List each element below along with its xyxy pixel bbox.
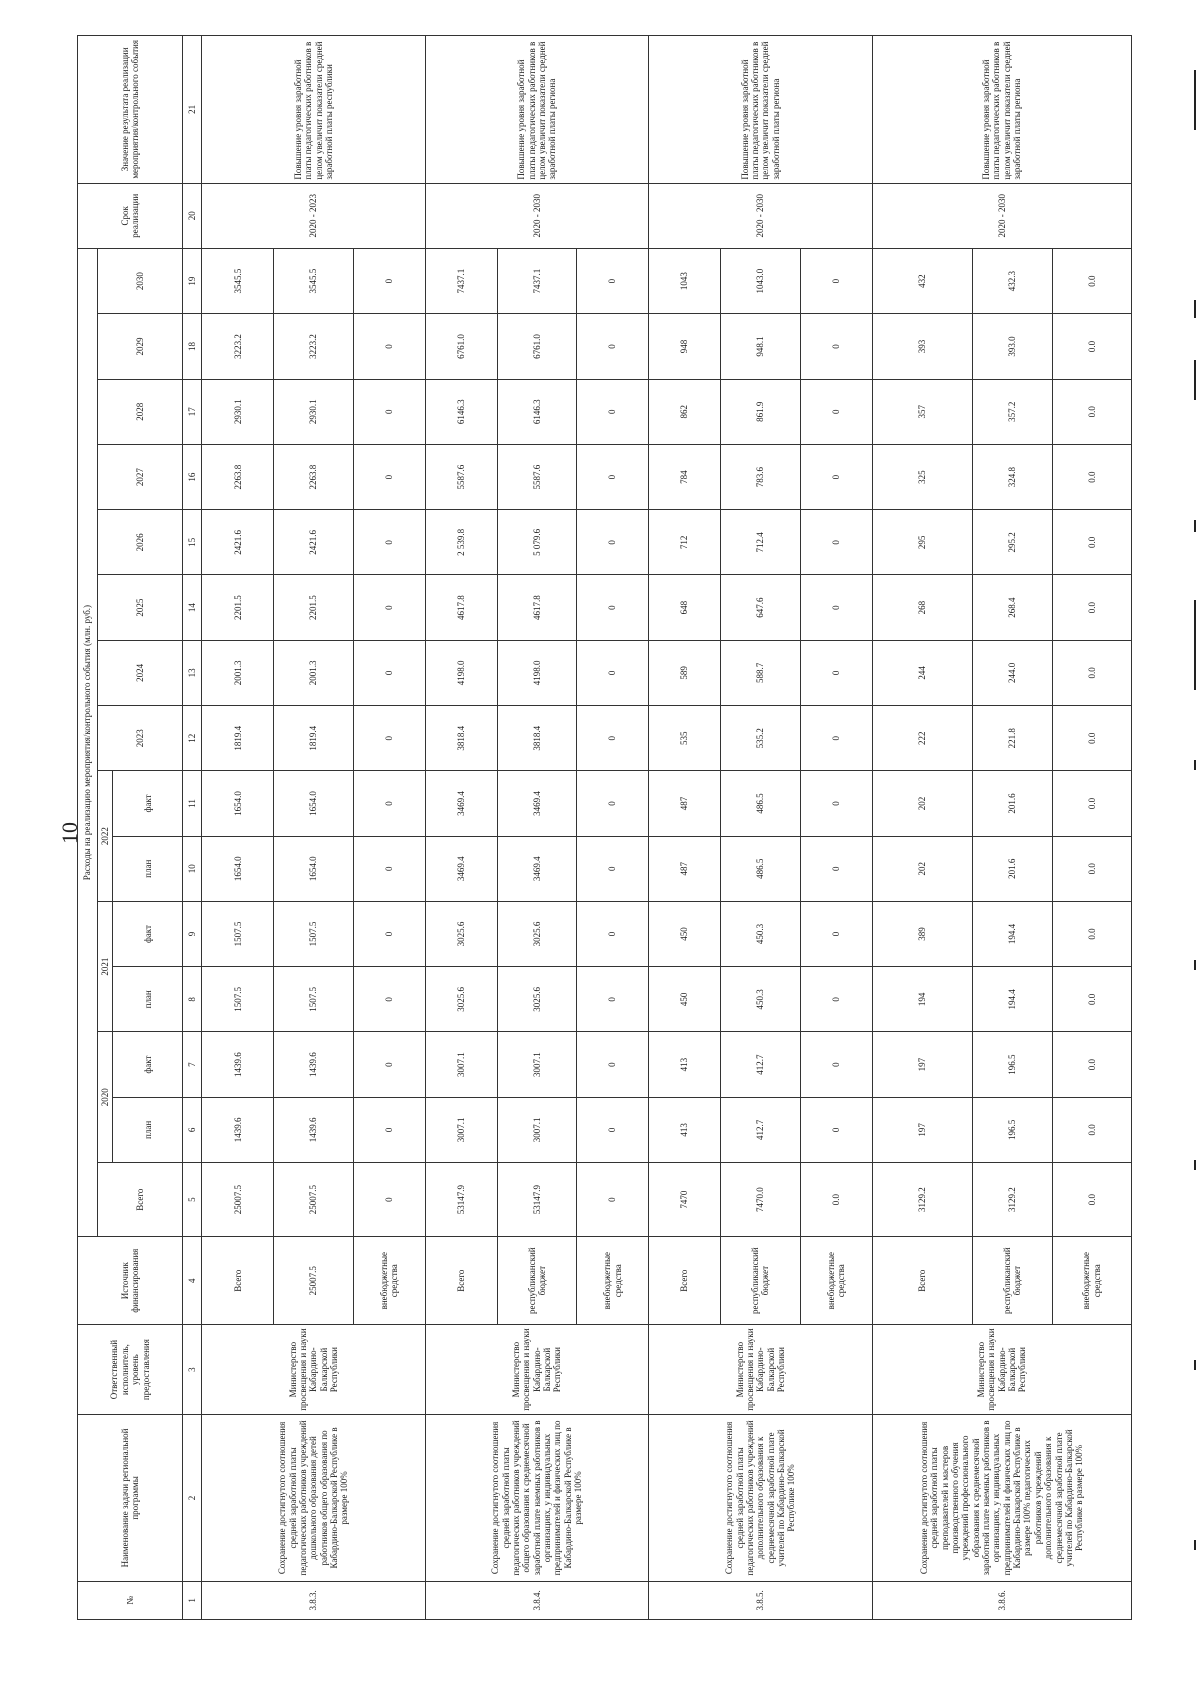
column-number-cell: 19 xyxy=(183,248,202,313)
value-cell: 194 xyxy=(872,967,973,1032)
value-cell: 3223.2 xyxy=(274,314,353,379)
value-cell: 0 xyxy=(577,1097,649,1162)
column-number-cell: 8 xyxy=(183,967,202,1032)
year-2026-header: 2026 xyxy=(98,510,183,575)
source-cell: Всего xyxy=(649,1237,721,1325)
value-cell: 3129.2 xyxy=(973,1163,1052,1237)
value-cell: 2421.6 xyxy=(274,510,353,575)
task-cell: Сохранение достигнутого соотношения средней заработной платы преподавателей и мастеров производственного обучения учреждений профессионального образования к среднемесячной заработной плате наемных работников в организациях, у индивидуальных предпринимателей и физических лиц по Кабардино-Балкарской Республике в размере 100% педагогических работников учреждений дополнительного образования к среднемесячной заработной плате учителей по Кабардино-Балкарской Республике в размере 100% xyxy=(872,1415,1131,1582)
plan-2021-header: план xyxy=(113,967,183,1032)
value-cell: 948.1 xyxy=(721,314,800,379)
task-cell: Сохранение достигнутого соотношения средней заработной платы педагогических работников учреждений дошкольного образования детей работников общего образования по Кабардино-Балкарской Республике в размере 100% xyxy=(202,1415,425,1582)
value-cell: 2001.3 xyxy=(274,640,353,705)
value-cell: 5587.6 xyxy=(497,444,576,509)
value-cell: 0 xyxy=(800,836,872,901)
value-cell: 194.4 xyxy=(973,967,1052,1032)
column-number-cell: 16 xyxy=(183,444,202,509)
col-task-header: Наименование задачи региональной программы xyxy=(78,1415,183,1582)
value-cell: 3469.4 xyxy=(497,836,576,901)
page-number: 10 xyxy=(57,822,82,844)
value-cell: 0.0 xyxy=(1052,836,1131,901)
value-cell: 3469.4 xyxy=(425,771,497,836)
value-cell: 432 xyxy=(872,248,973,313)
value-cell: 393.0 xyxy=(973,314,1052,379)
value-cell: 4198.0 xyxy=(425,640,497,705)
value-cell: 3007.1 xyxy=(497,1097,576,1162)
value-cell: 2 539.8 xyxy=(425,510,497,575)
value-cell: 487 xyxy=(649,836,721,901)
term-cell: 2020 - 2023 xyxy=(202,183,425,248)
value-cell: 3007.1 xyxy=(497,1032,576,1097)
value-cell: 268.4 xyxy=(973,575,1052,640)
value-cell: 222 xyxy=(872,706,973,771)
table-row xyxy=(872,36,973,1620)
year-2027-header: 2027 xyxy=(98,444,183,509)
value-cell: 0 xyxy=(577,771,649,836)
col-executor-header: Ответственный исполнитель, уровень предоставления xyxy=(78,1325,183,1415)
value-cell: 3007.1 xyxy=(425,1097,497,1162)
value-cell: 324.8 xyxy=(973,444,1052,509)
value-cell: 0 xyxy=(577,314,649,379)
row-number-cell: 3.8.6. xyxy=(872,1581,1131,1619)
value-cell: 0 xyxy=(353,771,425,836)
value-cell: 0 xyxy=(800,379,872,444)
result-cell: Повышение уровня заработной платы педагогических работников в целом увеличит показатели средней заработной платы региона xyxy=(872,36,1131,184)
value-cell: 0 xyxy=(800,1032,872,1097)
value-cell: 648 xyxy=(649,575,721,640)
term-cell: 2020 - 2030 xyxy=(872,183,1131,248)
value-cell: 4617.8 xyxy=(497,575,576,640)
value-cell: 295 xyxy=(872,510,973,575)
value-cell: 412.7 xyxy=(721,1032,800,1097)
value-cell: 412.7 xyxy=(721,1097,800,1162)
value-cell: 53147.9 xyxy=(497,1163,576,1237)
year-2024-header: 2024 xyxy=(98,640,183,705)
value-cell: 0 xyxy=(800,1097,872,1162)
value-cell: 0 xyxy=(800,314,872,379)
value-cell: 0 xyxy=(353,901,425,966)
table-body xyxy=(202,36,1132,1620)
value-cell: 196.5 xyxy=(973,1097,1052,1162)
column-number-cell: 18 xyxy=(183,314,202,379)
column-number-cell: 15 xyxy=(183,510,202,575)
value-cell: 2930.1 xyxy=(202,379,274,444)
value-cell: 0.0 xyxy=(1052,640,1131,705)
fact-2020-header: факт xyxy=(113,1032,183,1097)
value-cell: 0.0 xyxy=(1052,379,1131,444)
value-cell: 0 xyxy=(577,836,649,901)
source-cell: республиканский бюджет xyxy=(721,1237,800,1325)
value-cell: 0 xyxy=(800,640,872,705)
value-cell: 0.0 xyxy=(1052,771,1131,836)
value-cell: 7437.1 xyxy=(497,248,576,313)
value-cell: 1507.5 xyxy=(274,901,353,966)
year-2021-header: 2021 xyxy=(98,901,113,1032)
fact-2021-header: факт xyxy=(113,901,183,966)
value-cell: 7470 xyxy=(649,1163,721,1237)
value-cell: 948 xyxy=(649,314,721,379)
value-cell: 487 xyxy=(649,771,721,836)
value-cell: 1507.5 xyxy=(274,967,353,1032)
value-cell: 268 xyxy=(872,575,973,640)
executor-cell: Министерство просвещения и науки Кабардино-Балкарской Республики xyxy=(649,1325,872,1415)
value-cell: 589 xyxy=(649,640,721,705)
value-cell: 0 xyxy=(353,1097,425,1162)
value-cell: 450 xyxy=(649,967,721,1032)
value-cell: 7437.1 xyxy=(425,248,497,313)
result-cell: Повышение уровня заработной платы педагогических работников в целом увеличит показатели средней заработной платы региона xyxy=(425,36,648,184)
value-cell: 1439.6 xyxy=(202,1032,274,1097)
value-cell: 221.8 xyxy=(973,706,1052,771)
value-cell: 0.0 xyxy=(1052,901,1131,966)
column-number-cell: 11 xyxy=(183,771,202,836)
value-cell: 0.0 xyxy=(1052,444,1131,509)
value-cell: 2201.5 xyxy=(202,575,274,640)
value-cell: 3025.6 xyxy=(425,967,497,1032)
value-cell: 1654.0 xyxy=(202,836,274,901)
value-cell: 357.2 xyxy=(973,379,1052,444)
value-cell: 0 xyxy=(353,1032,425,1097)
value-cell: 0.0 xyxy=(1052,575,1131,640)
program-table xyxy=(77,35,1132,1620)
executor-cell: Министерство просвещения и науки Кабардино-Балкарской Республики xyxy=(202,1325,425,1415)
value-cell: 0.0 xyxy=(1052,1097,1131,1162)
value-cell: 0 xyxy=(800,901,872,966)
value-cell: 3545.5 xyxy=(202,248,274,313)
task-cell: Сохранение достигнутого соотношения средней заработной платы педагогических работников учреждений общего образования к среднемесячной заработной плате наемных работников в организациях, у индивидуальных предпринимателей и физических лиц по Кабардино-Балкарской Республике в размере 100% xyxy=(425,1415,648,1582)
value-cell: 197 xyxy=(872,1032,973,1097)
column-number-cell: 7 xyxy=(183,1032,202,1097)
expenses-header: Расходы на реализацию мероприятия/контрольного события (млн. руб.) xyxy=(78,248,98,1236)
source-cell: внебюджетные средства xyxy=(353,1237,425,1325)
scan-edge-marks xyxy=(1186,0,1200,1697)
value-cell: 450.3 xyxy=(721,901,800,966)
col-source-header: Источник финансирования xyxy=(78,1237,183,1325)
value-cell: 1043 xyxy=(649,248,721,313)
value-cell: 712 xyxy=(649,510,721,575)
value-cell: 7470.0 xyxy=(721,1163,800,1237)
value-cell: 0.0 xyxy=(1052,1032,1131,1097)
value-cell: 1043.0 xyxy=(721,248,800,313)
value-cell: 5587.6 xyxy=(425,444,497,509)
value-cell: 1654.0 xyxy=(274,836,353,901)
value-cell: 0.0 xyxy=(1052,248,1131,313)
value-cell: 413 xyxy=(649,1032,721,1097)
source-cell: внебюджетные средства xyxy=(800,1237,872,1325)
value-cell: 357 xyxy=(872,379,973,444)
value-cell: 1439.6 xyxy=(274,1032,353,1097)
year-2029-header: 2029 xyxy=(98,314,183,379)
value-cell: 0 xyxy=(353,967,425,1032)
year-2022-header: 2022 xyxy=(98,771,113,902)
value-cell: 783.6 xyxy=(721,444,800,509)
value-cell: 3545.5 xyxy=(274,248,353,313)
value-cell: 0.0 xyxy=(1052,706,1131,771)
year-2030-header: 2030 xyxy=(98,248,183,313)
term-cell: 2020 - 2030 xyxy=(425,183,648,248)
rotated-table-container xyxy=(77,35,1132,1620)
value-cell: 3025.6 xyxy=(497,901,576,966)
executor-cell: Министерство просвещения и науки Кабардино-Балкарской Республики xyxy=(872,1325,1131,1415)
value-cell: 0 xyxy=(800,706,872,771)
value-cell: 0 xyxy=(353,248,425,313)
value-cell: 3025.6 xyxy=(497,967,576,1032)
row-number-cell: 3.8.4. xyxy=(425,1581,648,1619)
executor-cell: Министерство просвещения и науки Кабардино-Балкарской Республики xyxy=(425,1325,648,1415)
year-2025-header: 2025 xyxy=(98,575,183,640)
value-cell: 0 xyxy=(800,444,872,509)
value-cell: 1654.0 xyxy=(274,771,353,836)
value-cell: 0.0 xyxy=(1052,510,1131,575)
value-cell: 2263.8 xyxy=(202,444,274,509)
value-cell: 712.4 xyxy=(721,510,800,575)
table-row xyxy=(425,36,497,1620)
value-cell: 3129.2 xyxy=(872,1163,973,1237)
value-cell: 3818.4 xyxy=(425,706,497,771)
value-cell: 0 xyxy=(353,314,425,379)
plan-2022-header: план xyxy=(113,836,183,901)
column-number-cell: 9 xyxy=(183,901,202,966)
table-row xyxy=(649,36,721,1620)
value-cell: 862 xyxy=(649,379,721,444)
value-cell: 0 xyxy=(353,1163,425,1237)
column-number-cell: 1 xyxy=(183,1581,202,1619)
value-cell: 0 xyxy=(800,771,872,836)
source-cell: Всего xyxy=(425,1237,497,1325)
value-cell: 486.5 xyxy=(721,836,800,901)
table-row xyxy=(202,36,274,1620)
year-2023-header: 2023 xyxy=(98,706,183,771)
column-number-cell: 17 xyxy=(183,379,202,444)
value-cell: 0 xyxy=(353,379,425,444)
value-cell: 1439.6 xyxy=(274,1097,353,1162)
value-cell: 2930.1 xyxy=(274,379,353,444)
source-cell: внебюджетные средства xyxy=(577,1237,649,1325)
value-cell: 1819.4 xyxy=(202,706,274,771)
value-cell: 0 xyxy=(577,1163,649,1237)
column-number-cell: 10 xyxy=(183,836,202,901)
value-cell: 0 xyxy=(800,510,872,575)
value-cell: 0 xyxy=(353,575,425,640)
value-cell: 0 xyxy=(577,379,649,444)
col-result-header: Значение результата реализации мероприятия/контрольного события xyxy=(78,36,183,184)
value-cell: 25007.5 xyxy=(202,1163,274,1237)
value-cell: 5 079.6 xyxy=(497,510,576,575)
value-cell: 3025.6 xyxy=(425,901,497,966)
value-cell: 0 xyxy=(577,444,649,509)
value-cell: 2201.5 xyxy=(274,575,353,640)
source-cell: 25007.5 xyxy=(274,1237,353,1325)
value-cell: 0 xyxy=(577,706,649,771)
value-cell: 389 xyxy=(872,901,973,966)
year-2020-header: 2020 xyxy=(98,1032,113,1163)
value-cell: 25007.5 xyxy=(274,1163,353,1237)
row-number-cell: 3.8.3. xyxy=(202,1581,425,1619)
value-cell: 0 xyxy=(353,836,425,901)
value-cell: 6761.0 xyxy=(497,314,576,379)
row-number-cell: 3.8.5. xyxy=(649,1581,872,1619)
term-cell: 2020 - 2030 xyxy=(649,183,872,248)
column-number-cell: 2 xyxy=(183,1415,202,1582)
value-cell: 0 xyxy=(577,640,649,705)
column-number-cell: 14 xyxy=(183,575,202,640)
column-number-cell: 20 xyxy=(183,183,202,248)
value-cell: 4617.8 xyxy=(425,575,497,640)
value-cell: 53147.9 xyxy=(425,1163,497,1237)
value-cell: 0.0 xyxy=(800,1163,872,1237)
value-cell: 2421.6 xyxy=(202,510,274,575)
value-cell: 0 xyxy=(800,575,872,640)
value-cell: 0 xyxy=(353,510,425,575)
value-cell: 0 xyxy=(353,706,425,771)
value-cell: 3007.1 xyxy=(425,1032,497,1097)
source-cell: Всего xyxy=(872,1237,973,1325)
col-total-header: Всего xyxy=(98,1163,183,1237)
value-cell: 0 xyxy=(577,248,649,313)
value-cell: 194.4 xyxy=(973,901,1052,966)
value-cell: 0 xyxy=(353,444,425,509)
value-cell: 0 xyxy=(577,510,649,575)
value-cell: 325 xyxy=(872,444,973,509)
value-cell: 0 xyxy=(577,967,649,1032)
result-cell: Повышение уровня заработной платы педагогических работников в целом увеличит показатели средней заработной платы региона xyxy=(649,36,872,184)
value-cell: 6761.0 xyxy=(425,314,497,379)
value-cell: 202 xyxy=(872,771,973,836)
value-cell: 3469.4 xyxy=(425,836,497,901)
value-cell: 0 xyxy=(577,901,649,966)
value-cell: 196.5 xyxy=(973,1032,1052,1097)
value-cell: 535.2 xyxy=(721,706,800,771)
value-cell: 450 xyxy=(649,901,721,966)
source-cell: республиканский бюджет xyxy=(497,1237,576,1325)
value-cell: 3469.4 xyxy=(497,771,576,836)
column-number-cell: 12 xyxy=(183,706,202,771)
value-cell: 6146.3 xyxy=(425,379,497,444)
source-cell: республиканский бюджет xyxy=(973,1237,1052,1325)
value-cell: 486.5 xyxy=(721,771,800,836)
value-cell: 0 xyxy=(577,575,649,640)
column-number-cell: 5 xyxy=(183,1163,202,1237)
column-number-cell: 6 xyxy=(183,1097,202,1162)
value-cell: 4198.0 xyxy=(497,640,576,705)
value-cell: 0.0 xyxy=(1052,967,1131,1032)
column-number-cell: 4 xyxy=(183,1237,202,1325)
value-cell: 1439.6 xyxy=(202,1097,274,1162)
value-cell: 1507.5 xyxy=(202,901,274,966)
column-number-cell: 13 xyxy=(183,640,202,705)
value-cell: 784 xyxy=(649,444,721,509)
value-cell: 295.2 xyxy=(973,510,1052,575)
value-cell: 432.3 xyxy=(973,248,1052,313)
col-num-header: № xyxy=(78,1581,183,1619)
value-cell: 3223.2 xyxy=(202,314,274,379)
column-number-cell: 21 xyxy=(183,36,202,184)
value-cell: 2001.3 xyxy=(202,640,274,705)
value-cell: 450.3 xyxy=(721,967,800,1032)
value-cell: 6146.3 xyxy=(497,379,576,444)
value-cell: 2263.8 xyxy=(274,444,353,509)
column-number-cell: 3 xyxy=(183,1325,202,1415)
value-cell: 244.0 xyxy=(973,640,1052,705)
value-cell: 861.9 xyxy=(721,379,800,444)
value-cell: 588.7 xyxy=(721,640,800,705)
value-cell: 201.6 xyxy=(973,771,1052,836)
value-cell: 413 xyxy=(649,1097,721,1162)
col-term-header: Срок реализации xyxy=(78,183,183,248)
value-cell: 201.6 xyxy=(973,836,1052,901)
source-cell: Всего xyxy=(202,1237,274,1325)
value-cell: 0 xyxy=(800,967,872,1032)
value-cell: 0.0 xyxy=(1052,314,1131,379)
value-cell: 202 xyxy=(872,836,973,901)
result-cell: Повышение уровня заработной платы педагогических работников в целом увеличит показатели средней заработной платы республики xyxy=(202,36,425,184)
value-cell: 647.6 xyxy=(721,575,800,640)
year-2028-header: 2028 xyxy=(98,379,183,444)
value-cell: 0 xyxy=(353,640,425,705)
value-cell: 0 xyxy=(577,1032,649,1097)
value-cell: 3818.4 xyxy=(497,706,576,771)
value-cell: 244 xyxy=(872,640,973,705)
value-cell: 393 xyxy=(872,314,973,379)
value-cell: 0.0 xyxy=(1052,1163,1131,1237)
source-cell: внебюджетные средства xyxy=(1052,1237,1131,1325)
value-cell: 1819.4 xyxy=(274,706,353,771)
fact-2022-header: факт xyxy=(113,771,183,836)
value-cell: 197 xyxy=(872,1097,973,1162)
value-cell: 1507.5 xyxy=(202,967,274,1032)
plan-2020-header: план xyxy=(113,1097,183,1162)
value-cell: 0 xyxy=(800,248,872,313)
value-cell: 535 xyxy=(649,706,721,771)
column-number-row xyxy=(183,36,202,1620)
value-cell: 1654.0 xyxy=(202,771,274,836)
task-cell: Сохранение достигнутого соотношения средней заработной платы педагогических работников учреждений дополнительного образования к среднемесячной заработной плате учителей по Кабардино-Балкарской Республике 100% xyxy=(649,1415,872,1582)
